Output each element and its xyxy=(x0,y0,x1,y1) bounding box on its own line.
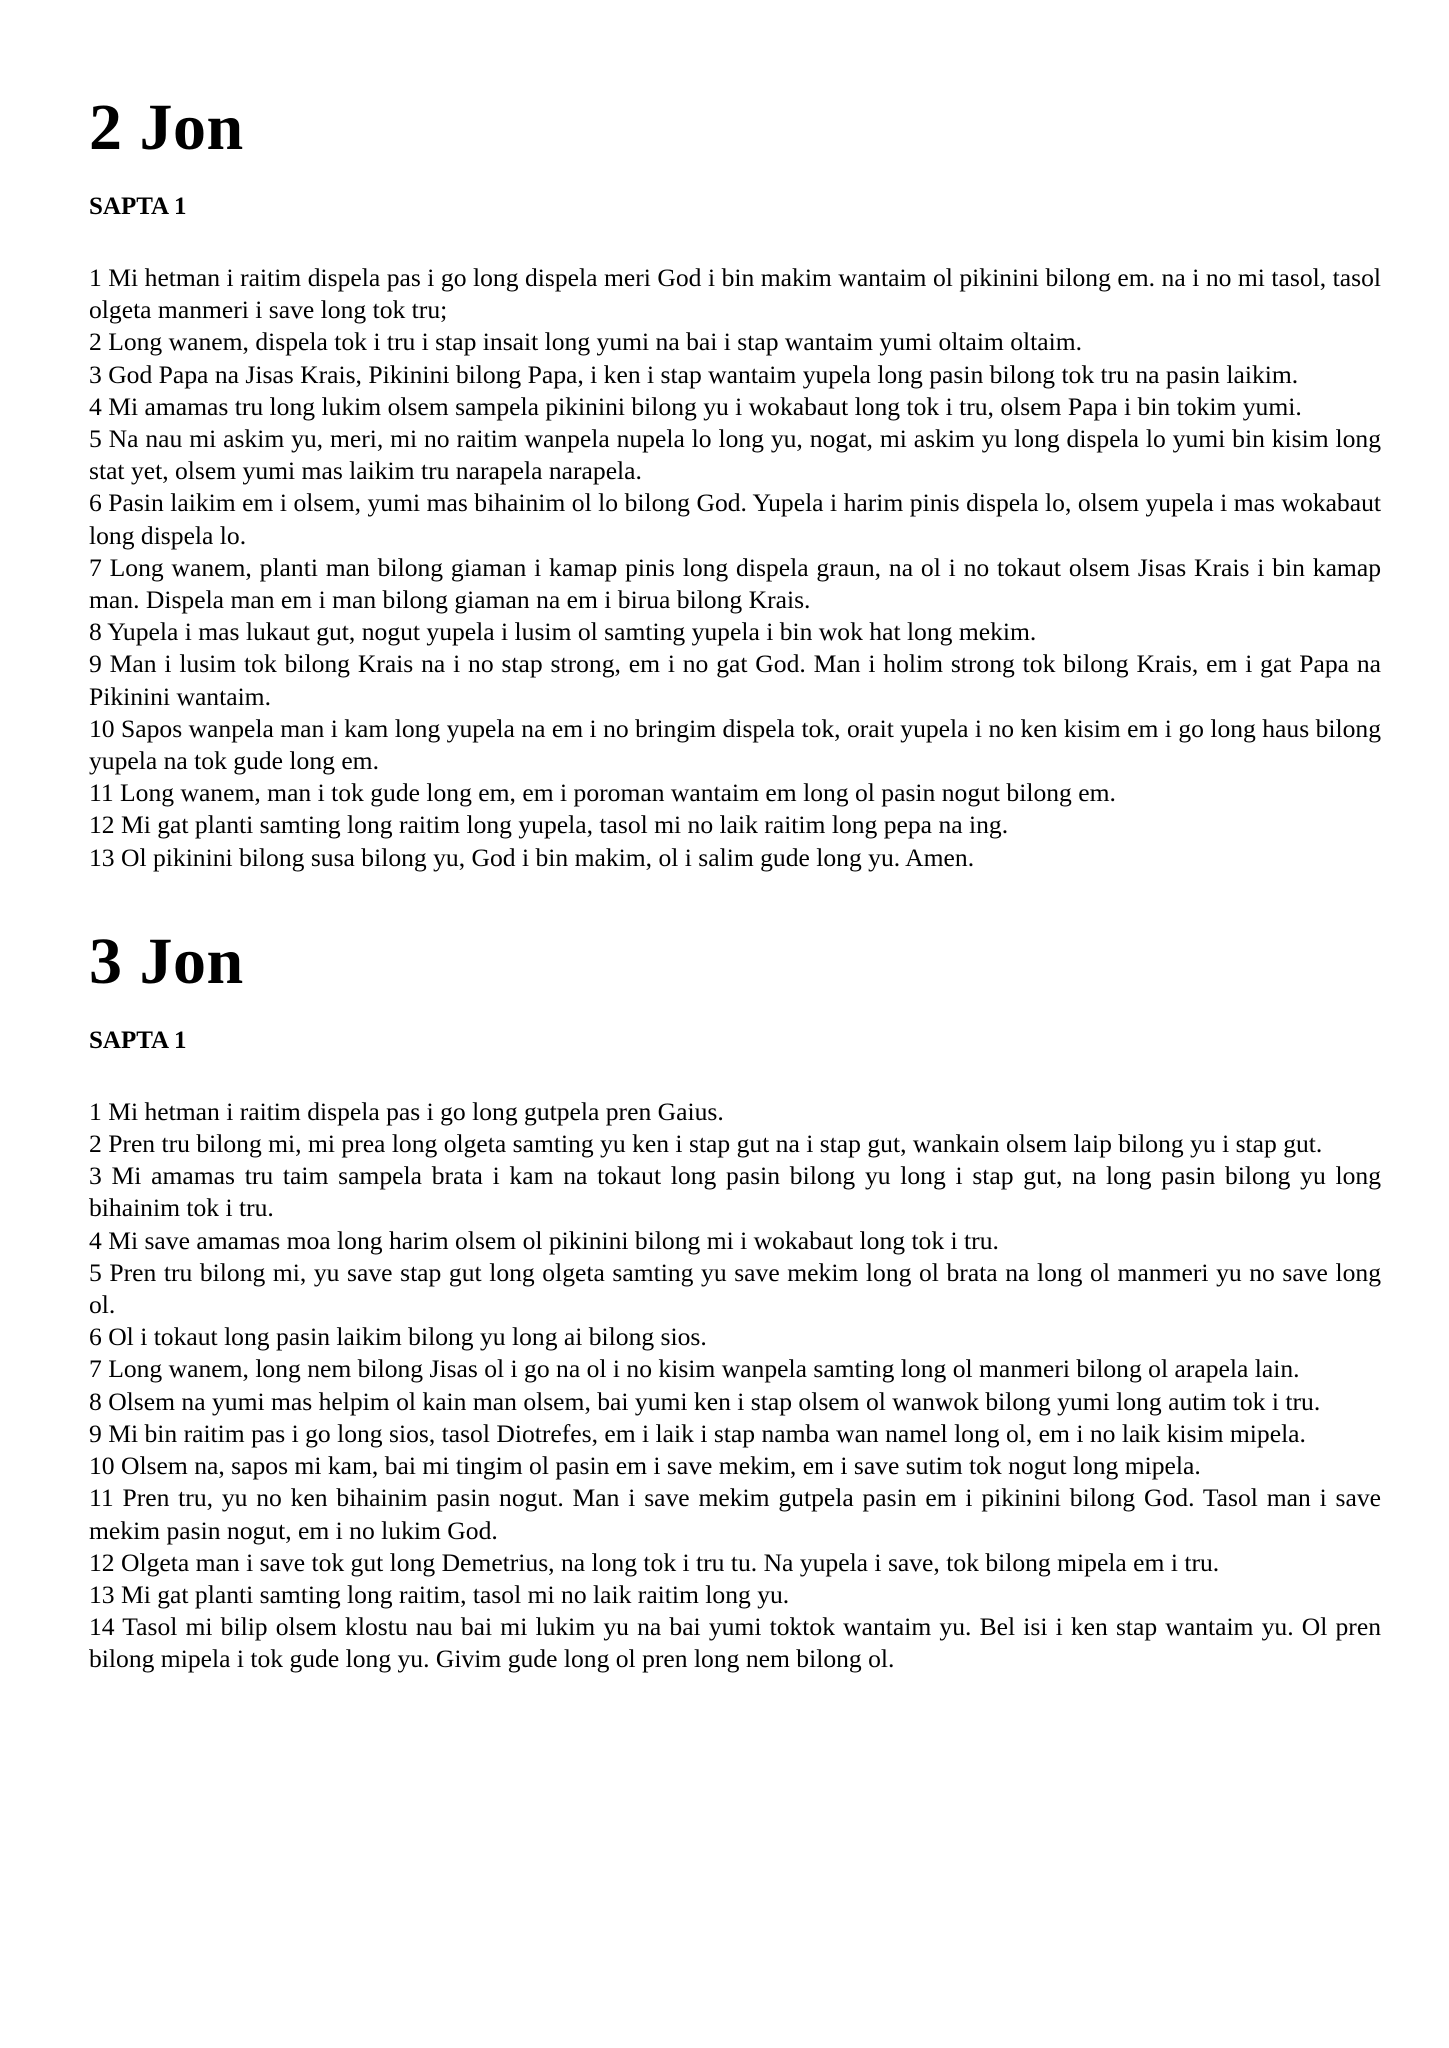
verse-13: 13 Ol pikinini bilong susa bilong yu, God i bin makim, ol i salim gude long yu. Amen. xyxy=(89,842,975,872)
verse-11: 11 Long wanem, man i tok gude long em, em i poroman wantaim em long ol pasin nogut bilong em. xyxy=(89,778,1116,808)
book-3-jon xyxy=(89,926,1381,1676)
verse-9: 9 Mi bin raitim pas i go long sios, tasol Diotrefes, em i laik i stap namba wan namel long ol, em i no laik kisim mipela. xyxy=(89,1418,1306,1448)
verse-6: 6 Pasin laikim em i olsem, yumi mas bihainim ol lo bilong God. Yupela i harim pinis dispela lo, olsem yupela i mas wokabaut long dispela lo. xyxy=(89,488,1381,550)
verse-3: 3 Mi amamas tru taim sampela brata i kam na tokaut long pasin bilong yu long i stap gut, na long pasin bilong yu long bihainim tok i tru. xyxy=(89,1161,1381,1223)
verse-10: 10 Sapos wanpela man i kam long yupela na em i no bringim dispela tok, orait yupela i no ken kisim em i go long haus bilong yupela na tok gude long em. xyxy=(89,713,1381,776)
book-title: 2 Jon xyxy=(89,91,244,164)
verse-6: 6 Ol i tokaut long pasin laikim bilong yu long ai bilong sios. xyxy=(89,1322,707,1352)
verse-8: 8 Yupela i mas lukaut gut, nogut yupela i lusim ol samting yupela i bin wok hat long mekim. xyxy=(89,617,1037,647)
verse-list xyxy=(89,262,1381,874)
verse-11: 11 Pren tru, yu no ken bihainim pasin nogut. Man i save mekim gutpela pasin em i pikinini bilong God. Tasol man i save mekim pasin nogut, em i no lukim God. xyxy=(89,1483,1381,1545)
verse-4: 4 Mi save amamas moa long harim olsem ol pikinini bilong mi i wokabaut long tok i tru. xyxy=(89,1225,999,1255)
verse-7: 7 Long wanem, planti man bilong giaman i kamap pinis long dispela graun, na ol i no tokaut olsem Jisas Krais i bin kamap man. Dispela man em i man bilong giaman na em i birua bilong Krais. xyxy=(89,552,1381,615)
verse-9: 9 Man i lusim tok bilong Krais na i no stap strong, em i no gat God. Man i holim strong tok bilong Krais, em i gat Papa na Pikinini wantaim. xyxy=(89,649,1381,711)
verse-5: 5 Na nau mi askim yu, meri, mi no raitim wanpela nupela lo long yu, nogat, mi askim yu long dispela lo yumi bin kisim long stat yet, olsem yumi mas laikim tru narapela narapela. xyxy=(89,424,1381,486)
verse-7: 7 Long wanem, long nem bilong Jisas ol i go na ol i no kisim wanpela samting long ol manmeri bilong ol arapela lain. xyxy=(89,1354,1300,1384)
verse-1: 1 Mi hetman i raitim dispela pas i go long dispela meri God i bin makim wantaim ol pikinini bilong em. na i no mi tasol, tasol olgeta manmeri i save long tok tru; xyxy=(89,263,1381,325)
book-title: 3 Jon xyxy=(89,924,244,998)
verse-5: 5 Pren tru bilong mi, yu save stap gut long olgeta samting yu save mekim long ol brata na long ol manmeri yu no save long ol. xyxy=(89,1257,1381,1320)
verse-12: 12 Olgeta man i save tok gut long Demetrius, na long tok i tru tu. Na yupela i save, tok bilong mipela em i tru. xyxy=(89,1547,1220,1577)
verse-list xyxy=(89,1096,1381,1676)
verse-2: 2 Long wanem, dispela tok i tru i stap insait long yumi na bai i stap wantaim yumi oltaim oltaim. xyxy=(89,327,1083,357)
document-page xyxy=(89,92,1381,1676)
verse-4: 4 Mi amamas tru long lukim olsem sampela pikinini bilong yu i wokabaut long tok i tru, olsem Papa i bin tokim yumi. xyxy=(89,391,1302,421)
verse-3: 3 God Papa na Jisas Krais, Pikinini bilong Papa, i ken i stap wantaim yupela long pasin bilong tok tru na pasin laikim. xyxy=(89,359,1299,389)
chapter-label: SAPTA 1 xyxy=(89,193,187,220)
verse-1: 1 Mi hetman i raitim dispela pas i go long gutpela pren Gaius. xyxy=(89,1096,724,1126)
verse-14: 14 Tasol mi bilip olsem klostu nau bai mi lukim yu na bai yumi toktok wantaim yu. Bel isi i ken stap wantaim yu. Ol pren bilong mipela i tok gude long yu. Givim gude long ol pren long nem bilong ol. xyxy=(89,1612,1381,1674)
verse-12: 12 Mi gat planti samting long raitim long yupela, tasol mi no laik raitim long pepa na ing. xyxy=(89,810,1009,840)
chapter-label: SAPTA 1 xyxy=(89,1026,187,1054)
verse-2: 2 Pren tru bilong mi, mi prea long olgeta samting yu ken i stap gut na i stap gut, wankain olsem laip bilong yu i stap gut. xyxy=(89,1129,1323,1159)
book-2-jon xyxy=(89,92,1381,874)
verse-8: 8 Olsem na yumi mas helpim ol kain man olsem, bai yumi ken i stap olsem ol wanwok bilong yumi long autim tok i tru. xyxy=(89,1386,1321,1416)
verse-10: 10 Olsem na, sapos mi kam, bai mi tingim ol pasin em i save mekim, em i save sutim tok nogut long mipela. xyxy=(89,1451,1201,1481)
verse-13: 13 Mi gat planti samting long raitim, tasol mi no laik raitim long yu. xyxy=(89,1579,790,1609)
